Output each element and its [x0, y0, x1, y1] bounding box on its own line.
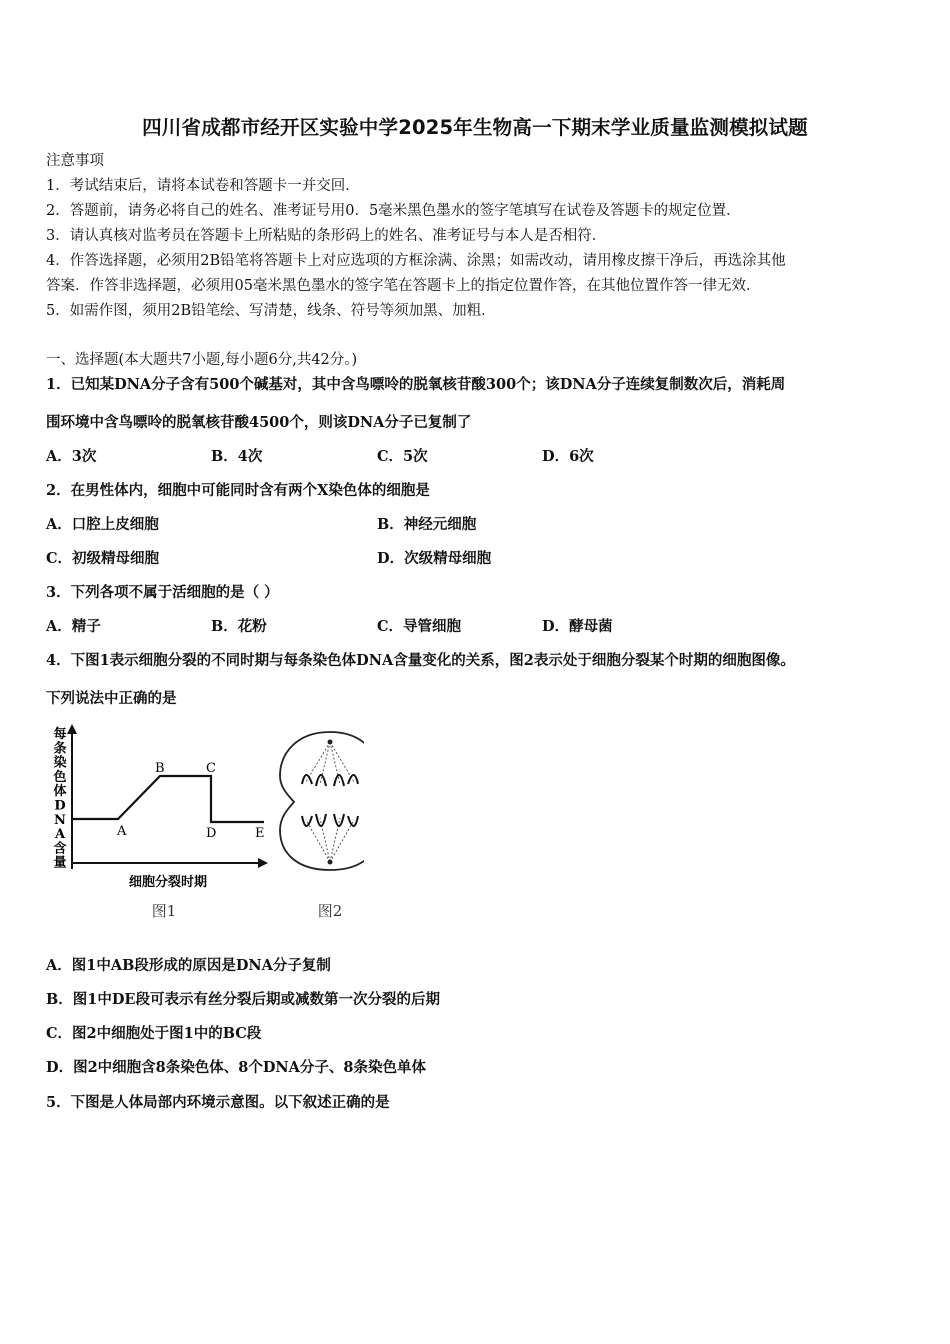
question-5-stem: 5．下图是人体局部内环境示意图。以下叙述正确的是 — [46, 1094, 390, 1111]
figure-1-x-arrow — [258, 858, 268, 868]
question-4-option-a[interactable]: A．图1中AB段形成的原因是DNA分子复制 — [46, 957, 331, 974]
question-2-option-b[interactable]: B．神经元细胞 — [377, 516, 477, 533]
centrosome-top — [328, 740, 333, 745]
question-4-option-c[interactable]: C．图2中细胞处于图1中的BC段 — [46, 1025, 262, 1042]
notice-item: 5．如需作图，须用2B铅笔绘、写清楚，线条、符号等须加黑、加粗． — [46, 303, 496, 319]
question-2-option-a[interactable]: A．口腔上皮细胞 — [46, 516, 159, 533]
spindle-fibers — [306, 742, 354, 862]
figure-1-curve — [72, 776, 264, 822]
question-3-option-d[interactable]: D．酵母菌 — [542, 618, 613, 635]
figure-1-point-d: D — [206, 826, 217, 841]
figure-1-point-c: C — [206, 761, 216, 776]
question-3-option-c[interactable]: C．导管细胞 — [377, 618, 462, 635]
cell-membrane — [280, 732, 364, 870]
figure-1-point-a: A — [117, 824, 127, 839]
section-heading: 一、选择题(本大题共7小题,每小题6分,共42分。) — [46, 352, 358, 368]
question-3-option-a[interactable]: A．精子 — [46, 618, 101, 635]
question-1-option-b[interactable]: B．4次 — [211, 448, 263, 465]
question-1-stem: 1．已知某DNA分子含有500个碱基对，其中含鸟嘌呤的脱氧核苷酸300个；该DNA分子连续复制数次后，消耗周 — [46, 376, 786, 393]
question-3-stem: 3．下列各项不属于活细胞的是（ ） — [46, 584, 279, 601]
notice-item: 2．答题前，请务必将自己的姓名、准考证号用0．5毫米黑色墨水的签字笔填写在试卷及答题卡的规定位置． — [46, 203, 741, 219]
figure-2-caption: 图2 — [317, 902, 343, 920]
question-4-stem: 4．下图1表示细胞分裂的不同时期与每条染色体DNA含量变化的关系，图2表示处于细胞分裂某个时期的细胞图像。 — [46, 652, 795, 669]
figure-1-point-e: E — [255, 826, 265, 841]
page-title: 四川省成都市经开区实验中学2025年生物高一下期末学业质量监测模拟试题 — [142, 116, 808, 139]
notice-heading: 注意事项 — [46, 153, 104, 169]
figure-1-point-b: B — [155, 761, 165, 776]
figure-1-y-arrow — [67, 724, 77, 734]
question-4-figure — [44, 724, 364, 926]
question-1-stem-cont: 围环境中含鸟嘌呤的脱氧核苷酸4500个，则该DNA分子已复制了 — [46, 414, 472, 431]
figure-2-cell — [280, 732, 364, 920]
notice-item: 1．考试结束后，请将本试卷和答题卡一并交回． — [46, 178, 360, 194]
notice-item: 4．作答选择题，必须用2B铅笔将答题卡上对应选项的方框涂满、涂黑；如需改动，请用橡皮擦干净后，再选涂其他 — [46, 253, 786, 269]
question-2-stem: 2．在男性体内，细胞中可能同时含有两个X染色体的细胞是 — [46, 482, 430, 499]
figure-1-y-label: 每条染色体 D N A 含量 — [53, 727, 67, 871]
question-2-option-c[interactable]: C．初级精母细胞 — [46, 550, 160, 567]
centrosome-bottom — [328, 860, 333, 865]
question-1-option-d[interactable]: D．6次 — [542, 448, 594, 465]
question-4-option-b[interactable]: B．图1中DE段可表示有丝分裂后期或减数第一次分裂的后期 — [46, 991, 440, 1008]
notice-item: 答案．作答非选择题，必须用05毫米黑色墨水的签字笔在答题卡上的指定位置作答，在其他位置作答一律无效． — [46, 278, 761, 294]
question-2-option-d[interactable]: D．次级精母细胞 — [377, 550, 492, 567]
lower-chromosomes — [302, 814, 358, 826]
figure-1-x-label: 细胞分裂时期 — [128, 875, 208, 890]
question-4-option-d[interactable]: D．图2中细胞含8条染色体、8个DNA分子、8条染色单体 — [46, 1059, 427, 1076]
figure-1-graph — [53, 724, 268, 920]
notice-item: 3．请认真核对监考员在答题卡上所粘贴的条形码上的姓名、准考证号与本人是否相符． — [46, 228, 607, 244]
upper-chromosomes — [302, 775, 358, 786]
question-1-option-a[interactable]: A．3次 — [46, 448, 97, 465]
question-4-stem-cont: 下列说法中正确的是 — [46, 690, 177, 707]
question-1-option-c[interactable]: C．5次 — [377, 448, 428, 465]
question-3-option-b[interactable]: B．花粉 — [211, 618, 267, 635]
figure-1-caption: 图1 — [151, 902, 177, 920]
